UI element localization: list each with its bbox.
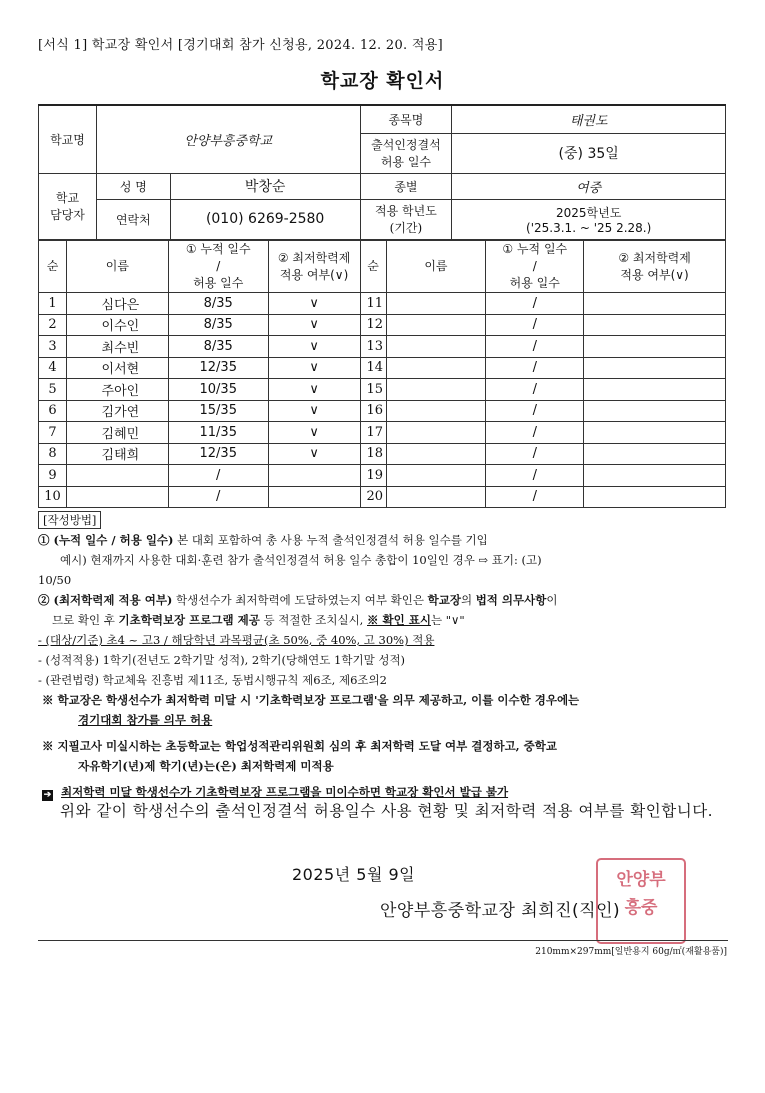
category-label: 종별 xyxy=(360,173,452,199)
roster-check xyxy=(584,443,726,465)
method-l5-a: 므로 확인 후 xyxy=(52,613,119,627)
roster-no: 9 xyxy=(39,465,67,487)
roster-days: 8/35 xyxy=(168,314,268,336)
roster-check xyxy=(584,400,726,422)
roster-check: ∨ xyxy=(268,293,360,315)
col-days-right-3: 허용 일수 xyxy=(509,276,560,290)
roster-check xyxy=(584,293,726,315)
roster-row xyxy=(39,357,726,379)
roster-days: / xyxy=(486,400,584,422)
col-no-left: 순 xyxy=(39,241,67,293)
footer-divider xyxy=(38,940,728,941)
roster-days: / xyxy=(486,465,584,487)
roster-name xyxy=(386,486,486,508)
roster-name xyxy=(386,465,486,487)
allowed-days-label-2: 허용 일수 xyxy=(380,155,432,169)
allowed-days-label xyxy=(360,133,452,173)
roster-check: ∨ xyxy=(268,379,360,401)
seal-line-1: 안양부 xyxy=(616,870,666,890)
issue-date: 2025년 5월 9일 xyxy=(292,865,416,884)
col-name-right: 이름 xyxy=(386,241,486,293)
roster-days: / xyxy=(486,314,584,336)
roster-days: / xyxy=(486,293,584,315)
roster-no: 7 xyxy=(39,422,67,444)
method-l4-c: 의 xyxy=(460,593,476,607)
contact-label: 연락처 xyxy=(96,199,170,239)
method-l2: 예시) 현재까지 사용한 대회·훈련 참가 출석인정결석 허용 일수 총합이 10일인 경우 ⇨ 표기: (고) xyxy=(60,553,542,567)
roster-days: 11/35 xyxy=(168,422,268,444)
roster-name: 이서현 xyxy=(66,357,168,379)
school-label: 학교명 xyxy=(39,105,97,173)
seal-line-2: 흥중 xyxy=(624,898,658,918)
roster-name xyxy=(386,314,486,336)
roster-name xyxy=(386,336,486,358)
roster-check: ∨ xyxy=(268,314,360,336)
roster-name xyxy=(66,465,168,487)
method-l4-b: 학교장 xyxy=(427,593,461,607)
roster-row xyxy=(39,293,726,315)
method-l11: ※ 지필고사 미실시하는 초등학교는 학업성적관리위원회 심의 후 최저학력 도달 여부 결정하고, 중학교 xyxy=(42,739,558,753)
name-value: 박창순 xyxy=(170,173,360,199)
roster-name xyxy=(386,357,486,379)
method-l5-b: 등 적절한 조치실시, xyxy=(259,613,367,627)
roster-days: 15/35 xyxy=(168,400,268,422)
roster-no: 20 xyxy=(360,486,386,508)
roster-check: ∨ xyxy=(268,443,360,465)
year-value-2: ('25.3.1. ~ '25 2.28.) xyxy=(526,220,652,235)
roster-name: 이수인 xyxy=(66,314,168,336)
roster-no: 19 xyxy=(360,465,386,487)
roster-no: 3 xyxy=(39,336,67,358)
roster-name xyxy=(386,379,486,401)
roster-no: 4 xyxy=(39,357,67,379)
roster-days: / xyxy=(486,443,584,465)
method-l8: - (관련법령) 학교체육 진흥법 제11조, 동법시행규칙 제6조, 제6조의2 xyxy=(38,673,387,687)
roster-no: 14 xyxy=(360,357,386,379)
roster-name: 김태희 xyxy=(66,443,168,465)
info-table xyxy=(38,104,726,240)
roster-name xyxy=(386,422,486,444)
col-min-right xyxy=(584,241,726,293)
roster-check xyxy=(584,422,726,444)
year-label-2: (기간) xyxy=(389,221,423,235)
method-l9: ※ 학교장은 학생선수가 최저학력 미달 시 '기초학력보장 프로그램'을 의무 제공하고, 이를 이수한 경우에는 xyxy=(42,693,580,707)
manager-label xyxy=(39,173,97,239)
year-value xyxy=(452,199,726,239)
col-min-left-1: ② 최저학력제 xyxy=(277,250,351,265)
roster-check: ∨ xyxy=(268,336,360,358)
method-l6: - (대상/기준) 초4 ~ 고3 / 해당학년 과목평균(초 50%, 중 40%, 고 30%) 적용 xyxy=(38,633,435,647)
method-l4-a: 학생선수가 최저학력에 도달하였는지 여부 확인은 xyxy=(172,593,428,607)
roster-name: 김가연 xyxy=(66,400,168,422)
roster-days: 12/35 xyxy=(168,357,268,379)
roster-name xyxy=(66,486,168,508)
method-l4-bold: ② (최저학력제 적용 여부) xyxy=(38,593,173,607)
roster-name: 김혜민 xyxy=(66,422,168,444)
roster-row xyxy=(39,379,726,401)
roster-check xyxy=(584,314,726,336)
form-code: [서식 1] 학교장 확인서 [경기대회 참가 신청용, 2024. 12. 20. 적용] xyxy=(38,38,443,53)
roster-row xyxy=(39,486,726,508)
roster-days: / xyxy=(168,465,268,487)
roster-check xyxy=(268,486,360,508)
allowed-days-value: (중) 35일 xyxy=(452,133,726,173)
roster-no: 1 xyxy=(39,293,67,315)
method-tag: [작성방법] xyxy=(38,511,101,529)
confirm-text: 위와 같이 학생선수의 출석인정결석 허용일수 사용 현황 및 최저학력 적용 여부를 확인합니다. xyxy=(60,802,714,820)
method-l7: - (성적적용) 1학기(전년도 2학기말 성적), 2학기(당해연도 1학기말 성적) xyxy=(38,653,406,667)
event-value: 태권도 xyxy=(452,105,726,133)
roster-table xyxy=(38,240,726,508)
method-l1-text: 본 대회 포함하여 총 사용 누적 출석인정결석 허용 일수를 기입 xyxy=(173,533,488,547)
col-min-right-1: ② 최저학력제 xyxy=(618,250,691,265)
roster-no: 6 xyxy=(39,400,67,422)
col-days-left-3: 허용 일수 xyxy=(193,276,244,290)
roster-no: 13 xyxy=(360,336,386,358)
confirm-statement xyxy=(38,798,728,825)
roster-days: 8/35 xyxy=(168,336,268,358)
writing-method xyxy=(38,510,728,802)
roster-row xyxy=(39,314,726,336)
method-l4-e: 이 xyxy=(546,593,558,607)
method-l10: 경기대회 참가를 의무 허용 xyxy=(78,713,213,727)
event-label: 종목명 xyxy=(360,105,452,133)
method-l13: 최저학력 미달 학생선수가 기초학력보장 프로그램을 미이수하면 학교장 확인서 발급 불가 xyxy=(61,785,509,799)
contact-value: (010) 6269-2580 xyxy=(170,199,360,239)
roster-no: 11 xyxy=(360,293,386,315)
roster-name xyxy=(386,293,486,315)
roster-header-row xyxy=(39,241,726,293)
method-l1-bold: ① (누적 일수 / 허용 일수) xyxy=(38,533,174,547)
roster-check xyxy=(584,379,726,401)
roster-no: 10 xyxy=(39,486,67,508)
col-days-left-2: / xyxy=(216,259,221,273)
col-days-right xyxy=(486,241,584,293)
col-min-left-2: 적용 여부(∨) xyxy=(279,267,349,282)
col-no-right: 순 xyxy=(360,241,386,293)
roster-check xyxy=(584,336,726,358)
roster-check xyxy=(584,465,726,487)
roster-days: 10/35 xyxy=(168,379,268,401)
roster-name xyxy=(386,443,486,465)
roster-no: 2 xyxy=(39,314,67,336)
roster-check xyxy=(584,357,726,379)
method-l5-bold: 기초학력보장 프로그램 제공 xyxy=(118,613,260,627)
year-label-1: 적용 학년도 xyxy=(375,204,437,218)
col-name-left: 이름 xyxy=(66,241,168,293)
roster-days: / xyxy=(486,486,584,508)
roster-row xyxy=(39,443,726,465)
roster-row xyxy=(39,422,726,444)
roster-days: / xyxy=(486,379,584,401)
method-l5-c: ※ 확인 표시 xyxy=(367,613,431,627)
roster-no: 12 xyxy=(360,314,386,336)
year-label xyxy=(360,199,452,239)
roster-days: / xyxy=(486,422,584,444)
roster-name: 심다은 xyxy=(66,293,168,315)
roster-name xyxy=(386,400,486,422)
roster-row xyxy=(39,400,726,422)
roster-no: 8 xyxy=(39,443,67,465)
method-l5-d: 는 "∨" xyxy=(430,613,465,627)
col-days-right-1: ① 누적 일수 xyxy=(502,242,568,256)
category-value: 여중 xyxy=(452,173,726,199)
method-l4-d: 법적 의무사항 xyxy=(475,593,547,607)
roster-check: ∨ xyxy=(268,357,360,379)
roster-check: ∨ xyxy=(268,400,360,422)
col-days-right-2: / xyxy=(532,259,537,273)
roster-check xyxy=(584,486,726,508)
document-title: 학교장 확인서 xyxy=(320,70,445,92)
roster-no: 17 xyxy=(360,422,386,444)
col-days-left-1: ① 누적 일수 xyxy=(185,242,251,256)
roster-row xyxy=(39,465,726,487)
roster-check: ∨ xyxy=(268,422,360,444)
manager-label-2: 담당자 xyxy=(50,208,85,222)
arrow-box-icon: ➔ xyxy=(43,790,52,800)
signer: 안양부흥중학교장 최희진(직인) xyxy=(380,901,621,921)
allowed-days-label-1: 출석인정결석 xyxy=(371,138,441,152)
roster-days: 8/35 xyxy=(168,293,268,315)
school-value: 안양부흥중학교 xyxy=(96,105,360,173)
manager-label-1: 학교 xyxy=(55,191,80,205)
name-label: 성 명 xyxy=(96,173,170,199)
roster-name: 최수빈 xyxy=(66,336,168,358)
method-l12: 자유학기(년)제 학기(년)는(은) 최저학력제 미적용 xyxy=(78,759,334,773)
roster-days: / xyxy=(168,486,268,508)
year-value-1: 2025학년도 xyxy=(556,205,622,220)
roster-no: 5 xyxy=(39,379,67,401)
method-l3: 10/50 xyxy=(38,573,72,587)
roster-days: / xyxy=(486,336,584,358)
paper-spec: 210mm×297mm[일반용지 60g/㎡(재활용품)] xyxy=(535,947,727,957)
roster-name: 주아인 xyxy=(66,379,168,401)
roster-no: 18 xyxy=(360,443,386,465)
roster-no: 16 xyxy=(360,400,386,422)
roster-days: / xyxy=(486,357,584,379)
roster-no: 15 xyxy=(360,379,386,401)
roster-days: 12/35 xyxy=(168,443,268,465)
col-min-right-2: 적용 여부(∨) xyxy=(620,267,689,282)
roster-check xyxy=(268,465,360,487)
roster-row xyxy=(39,336,726,358)
col-days-left xyxy=(168,241,268,293)
col-min-left xyxy=(268,241,360,293)
